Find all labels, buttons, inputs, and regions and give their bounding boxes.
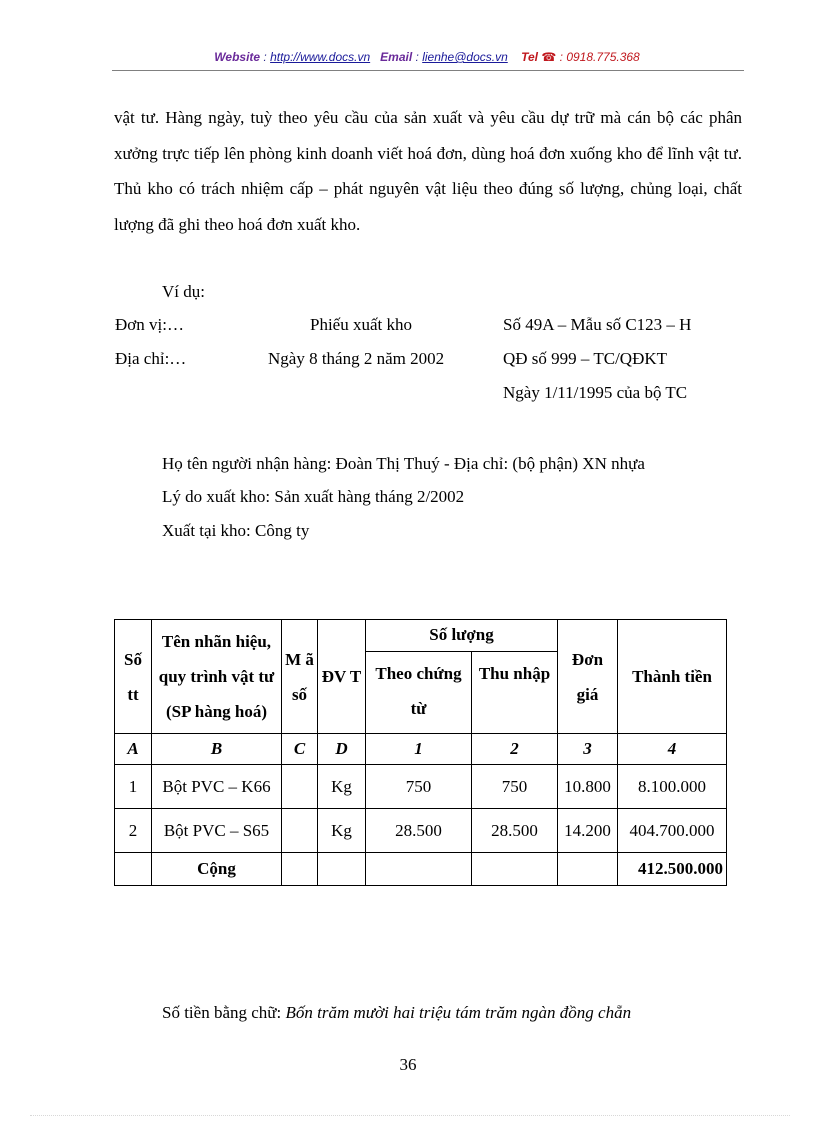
amount-in-words bbox=[162, 1003, 631, 1023]
row-price: 10.800 bbox=[558, 765, 618, 809]
decision-number: QĐ số 999 – TC/QĐKT bbox=[503, 349, 668, 368]
amount-words-value: Bốn trăm mười hai triệu tám trăm ngàn đồng chẵn bbox=[285, 1003, 632, 1022]
table-code-row bbox=[115, 734, 727, 765]
header-name: Tên nhãn hiệu, quy trình vật tư (SP hàng hoá) bbox=[152, 620, 282, 734]
row-name: Bột PVC – K66 bbox=[152, 765, 282, 809]
table-row bbox=[115, 765, 727, 809]
total-empty bbox=[558, 853, 618, 886]
row-amount: 8.100.000 bbox=[618, 765, 727, 809]
row-qty-doc: 28.500 bbox=[366, 809, 472, 853]
header-qty-doc: Theo chứng từ bbox=[366, 652, 472, 734]
website-label: Website bbox=[214, 50, 261, 64]
tel-label: Tel ☎ bbox=[521, 50, 557, 64]
header-price: Đơn giá bbox=[558, 620, 618, 734]
row-qty-doc: 750 bbox=[366, 765, 472, 809]
form-title: Phiếu xuất kho bbox=[310, 315, 412, 334]
email-link[interactable]: lienhe@docs.vn bbox=[422, 50, 508, 64]
table-total-row bbox=[115, 853, 727, 886]
body-paragraph: vật tư. Hàng ngày, tuỳ theo yêu cầu của sản xuất và yêu cầu dự trữ mà cán bộ các phân xưởng trực tiếp lên phòng kinh doanh viết hoá đơn, dùng hoá đơn xuống kho để lĩnh vật tư. Thủ kho có trách nhiệm cấp – phát nguyên vật liệu theo đúng số lượng, chủng loại, chất lượng đã ghi theo hoá đơn xuất kho. bbox=[114, 108, 742, 234]
tel-value: 0918.775.368 bbox=[566, 50, 640, 64]
code-cell: B bbox=[152, 734, 282, 765]
table-row bbox=[115, 809, 727, 853]
row-stt: 2 bbox=[115, 809, 152, 853]
row-code bbox=[282, 809, 318, 853]
page-number: 36 bbox=[399, 1055, 417, 1074]
row-qty-actual: 28.500 bbox=[472, 809, 558, 853]
total-empty bbox=[282, 853, 318, 886]
address-line: Địa chỉ:… bbox=[115, 349, 187, 368]
warehouse-line: Xuất tại kho: Công ty bbox=[162, 521, 310, 540]
header-amount: Thành tiền bbox=[618, 620, 727, 734]
code-cell: D bbox=[318, 734, 366, 765]
example-label: Ví dụ: bbox=[162, 282, 205, 301]
code-cell: 2 bbox=[472, 734, 558, 765]
amount-words-label: Số tiền bằng chữ: bbox=[162, 1003, 286, 1022]
total-empty bbox=[318, 853, 366, 886]
email-separator: : bbox=[412, 50, 423, 64]
form-number: Số 49A – Mẫu số C123 – H bbox=[503, 315, 692, 334]
website-separator: : bbox=[260, 50, 271, 64]
header-qty-actual: Thu nhập bbox=[472, 652, 558, 734]
total-label: Cộng bbox=[152, 853, 282, 886]
email-label: Email bbox=[380, 50, 413, 64]
header-rule bbox=[112, 70, 744, 71]
header-unit: ĐV T bbox=[318, 620, 366, 734]
code-cell: 4 bbox=[618, 734, 727, 765]
row-amount: 404.700.000 bbox=[618, 809, 727, 853]
total-amount: 412.500.000 bbox=[618, 853, 727, 886]
form-date: Ngày 8 tháng 2 năm 2002 bbox=[268, 349, 445, 368]
reason-line: Lý do xuất kho: Sản xuất hàng tháng 2/2002 bbox=[162, 487, 465, 506]
decision-date: Ngày 1/11/1995 của bộ TC bbox=[503, 383, 688, 402]
receiver-line: Họ tên người nhận hàng: Đoàn Thị Thuý - Địa chỉ: (bộ phận) XN nhựa bbox=[162, 454, 645, 473]
header-code: M ã số bbox=[282, 620, 318, 734]
row-unit: Kg bbox=[318, 765, 366, 809]
row-stt: 1 bbox=[115, 765, 152, 809]
row-code bbox=[282, 765, 318, 809]
row-price: 14.200 bbox=[558, 809, 618, 853]
code-cell: 3 bbox=[558, 734, 618, 765]
row-qty-actual: 750 bbox=[472, 765, 558, 809]
code-cell: A bbox=[115, 734, 152, 765]
page-header bbox=[112, 50, 742, 64]
row-unit: Kg bbox=[318, 809, 366, 853]
unit-line: Đơn vị:… bbox=[115, 315, 184, 334]
header-stt: Số tt bbox=[115, 620, 152, 734]
total-empty bbox=[115, 853, 152, 886]
table-header-row bbox=[115, 620, 727, 652]
issue-slip-table bbox=[114, 619, 727, 886]
header-quantity: Số lượng bbox=[366, 620, 558, 652]
website-link[interactable]: http://www.docs.vn bbox=[270, 50, 371, 64]
row-name: Bột PVC – S65 bbox=[152, 809, 282, 853]
code-cell: C bbox=[282, 734, 318, 765]
footer-rule bbox=[30, 1115, 790, 1116]
tel-separator: : bbox=[556, 50, 567, 64]
total-empty bbox=[366, 853, 472, 886]
code-cell: 1 bbox=[366, 734, 472, 765]
total-empty bbox=[472, 853, 558, 886]
